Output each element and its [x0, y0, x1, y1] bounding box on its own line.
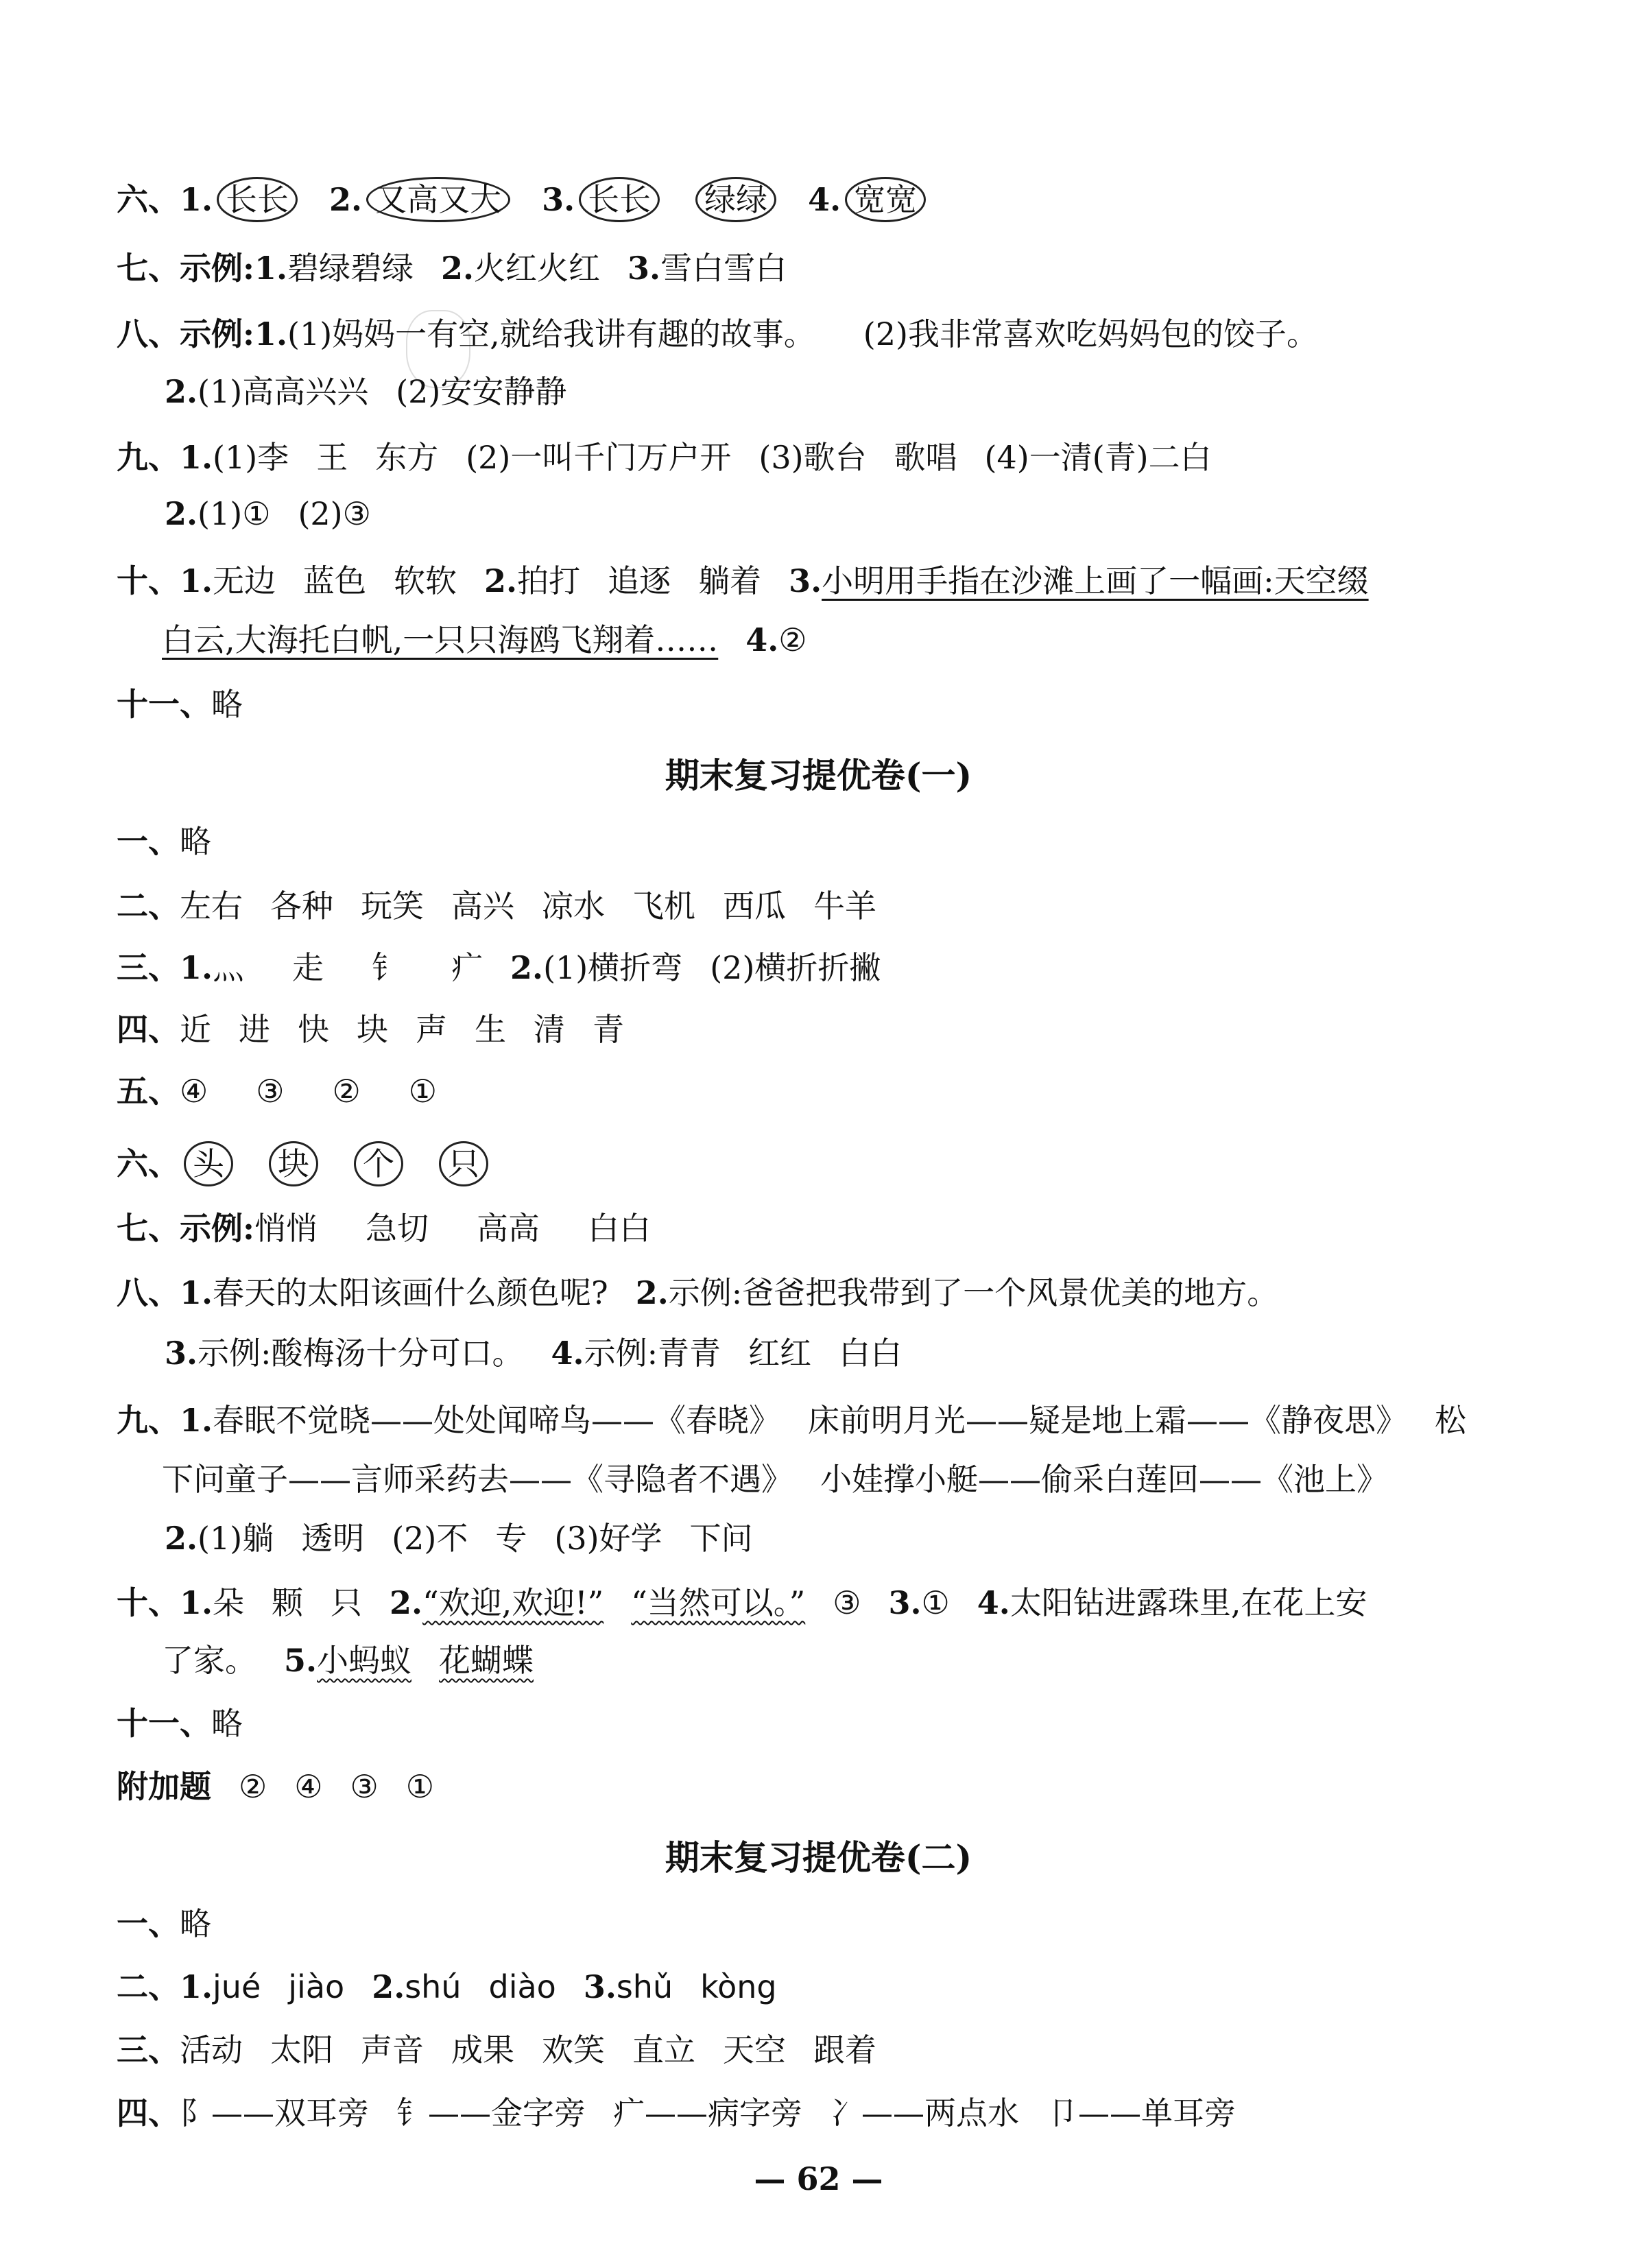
answer-text: 钅 — [372, 949, 404, 986]
answer-text: 火红火红 — [474, 250, 601, 287]
circled-answer: 长长 — [579, 177, 660, 222]
answer-text: (1)高高兴兴 — [198, 373, 369, 410]
answer-text: 白白 — [839, 1335, 903, 1372]
answer-text: 凉水 — [542, 887, 605, 924]
answer-text: 1. — [180, 181, 213, 218]
answer-text: 3. — [789, 562, 822, 599]
answer-text: ④ — [294, 1768, 323, 1805]
answer-text: (1)横折弯 — [543, 949, 683, 986]
circled-answer: 长长 — [217, 177, 298, 222]
answer-text: 四、 — [117, 1011, 180, 1048]
answer-text: 床前明月光——疑是地上霜——《静夜思》 — [808, 1402, 1408, 1439]
answer-text: 牛羊 — [813, 887, 876, 924]
answer-text: ④ — [180, 1073, 208, 1110]
answer-text: 七、示例: — [117, 250, 254, 287]
q6-line — [117, 177, 1520, 222]
e2-q4 — [117, 2092, 1520, 2134]
answer-text: 3. — [628, 250, 661, 287]
answer-text: ① — [921, 1584, 950, 1621]
answer-text: 1. — [180, 949, 213, 986]
answer-text: 小娃撑小艇——偷采白莲回——《池上》 — [820, 1461, 1388, 1498]
e1-q3 — [117, 946, 1520, 989]
answer-text: (2)一叫千门万户开 — [466, 439, 732, 476]
answer-text: 东方 — [375, 439, 439, 476]
answer-text: 红红 — [748, 1335, 812, 1372]
answer-text: ③ — [833, 1584, 861, 1621]
answer-text: “当然可以。” — [631, 1584, 806, 1621]
e1-q11 — [117, 1702, 1520, 1745]
answer-text: 直立 — [632, 2031, 695, 2068]
answer-text: 声 — [416, 1011, 447, 1048]
q10-line-2 — [162, 619, 1520, 661]
answer-text: 玩笑 — [361, 887, 424, 924]
answer-text: 示例:酸梅汤十分可口。 — [198, 1335, 524, 1372]
answer-text: (1)躺 — [198, 1520, 274, 1557]
answer-text: 小蚂蚁 — [317, 1642, 412, 1679]
e1-q9-line-3 — [165, 1517, 1520, 1560]
answer-text: 七、示例: — [117, 1210, 254, 1247]
circled-answer: 宽宽 — [845, 177, 926, 222]
answer-text: shú — [405, 1968, 462, 2005]
answer-text: 略 — [211, 686, 243, 723]
q9-line — [117, 436, 1520, 479]
circled-answer: 块 — [269, 1141, 318, 1186]
answer-text: 4. — [808, 181, 841, 218]
e1-q8-line-2 — [165, 1332, 1520, 1374]
answer-text: (1)李 — [213, 439, 289, 476]
answer-text: 十、 — [117, 562, 180, 599]
answer-text: 5. — [284, 1642, 318, 1679]
answer-text: 蓝色 — [303, 562, 367, 599]
answer-text: 4. — [977, 1584, 1010, 1621]
answer-text: 躺着 — [698, 562, 762, 599]
e2-q1 — [117, 1902, 1520, 1945]
answer-text: 二、 — [117, 887, 180, 924]
answer-text: 六、 — [117, 1145, 180, 1182]
answer-text: 块 — [357, 1011, 388, 1048]
answer-text: (3)歌台 — [758, 439, 867, 476]
answer-text: 悄悄 — [254, 1210, 318, 1247]
answer-text: 下问 — [689, 1520, 753, 1557]
answer-text: 八、示例: — [117, 315, 254, 353]
answer-text: 1. — [180, 439, 213, 476]
answer-text: 无边 — [213, 562, 276, 599]
answer-text: jué — [213, 1968, 261, 2005]
answer-text: 2. — [484, 562, 518, 599]
answer-text: 1. — [180, 1584, 213, 1621]
e1-q10 — [117, 1581, 1520, 1624]
section-title-exam1: 期末复习提优卷(一) — [665, 755, 972, 796]
q7-line — [117, 247, 1520, 289]
answer-text: ③ — [256, 1073, 285, 1110]
answer-text: 3. — [583, 1968, 617, 2005]
answer-text: 五、 — [117, 1073, 180, 1110]
answer-text: 略 — [180, 1905, 211, 1942]
answer-text: 朵 — [213, 1584, 245, 1621]
answer-text: diào — [488, 1968, 556, 2005]
answer-text: (1)妈妈一有空,就给我讲有趣的故事。 — [287, 315, 815, 353]
answer-text: ② — [239, 1768, 267, 1805]
answer-text: 清 — [534, 1011, 565, 1048]
answer-text: 3. — [542, 181, 575, 218]
e2-q3 — [117, 2029, 1520, 2071]
answer-text: 歌唱 — [894, 439, 957, 476]
answer-text: 二、 — [117, 1968, 180, 2005]
circled-answer: 只 — [439, 1141, 488, 1186]
answer-text: 白云,大海托白帆,一只只海鸥飞翔着…… — [162, 621, 719, 658]
e1-q1 — [117, 820, 1520, 863]
answer-text: 碧绿碧绿 — [287, 250, 414, 287]
circled-answer: 又高又大 — [366, 177, 510, 222]
answer-text: 松 — [1435, 1402, 1467, 1439]
e1-q8 — [117, 1272, 1520, 1314]
answer-text: 西瓜 — [723, 887, 786, 924]
answer-text: 2. — [165, 1520, 198, 1557]
answer-text: 一、 — [117, 1905, 180, 1942]
answer-text: (2)③ — [298, 495, 371, 532]
answer-text: 六、 — [117, 181, 180, 218]
answer-text: 天空 — [723, 2031, 786, 2068]
e1-q2 — [117, 885, 1520, 927]
answer-text: 1. — [254, 315, 288, 353]
answer-text: 附加题 — [117, 1768, 211, 1805]
answer-text: 飞机 — [632, 887, 695, 924]
answer-text: 九、 — [117, 1402, 180, 1439]
e2-q2 — [117, 1966, 1520, 2008]
answer-text: 雪白雪白 — [660, 250, 787, 287]
answer-text: 1. — [254, 250, 288, 287]
answer-text: 卩——单耳旁 — [1047, 2094, 1236, 2132]
e1-q9-line-2 — [162, 1458, 1520, 1501]
answer-text: 生 — [475, 1011, 506, 1048]
answer-text: (2)不 — [392, 1520, 468, 1557]
answer-text: 透明 — [301, 1520, 365, 1557]
answer-text: 2. — [635, 1274, 669, 1311]
answer-text: 近 — [180, 1011, 211, 1048]
answer-text: ① — [408, 1073, 437, 1110]
answer-text: shǔ — [616, 1968, 673, 2005]
answer-text: jiào — [288, 1968, 345, 2005]
e1-extra — [117, 1765, 1520, 1808]
page-number: — 62 — — [754, 2160, 883, 2197]
circled-answer: 个 — [354, 1141, 403, 1186]
answer-text: 略 — [211, 1705, 243, 1742]
answer-text: 王 — [316, 439, 348, 476]
e1-q5 — [117, 1070, 1520, 1112]
answer-text: 冫——两点水 — [830, 2094, 1019, 2132]
answer-text: ⺣ — [213, 949, 245, 986]
answer-text: 太阳钻进露珠里,在花上安 — [1009, 1584, 1367, 1621]
answer-text: 活动 — [180, 2031, 243, 2068]
answer-text: 欢笑 — [542, 2031, 605, 2068]
answer-text: (2)安安静静 — [396, 373, 567, 410]
answer-text: 十一、 — [117, 1705, 211, 1742]
answer-text: 声音 — [361, 2031, 424, 2068]
answer-text: 青 — [593, 1011, 624, 1048]
q9-line-2 — [165, 492, 1520, 535]
circled-answer: 头 — [184, 1141, 233, 1186]
answer-text: 花蝴蝶 — [439, 1642, 534, 1679]
answer-text: 钅——金字旁 — [396, 2094, 586, 2132]
answer-text: 示例:青青 — [584, 1335, 721, 1372]
answer-text: 急切 — [365, 1210, 429, 1247]
answer-text: (1)① — [198, 495, 271, 532]
answer-text: 追逐 — [608, 562, 671, 599]
answer-text: 阝——双耳旁 — [180, 2094, 369, 2132]
answer-text: 十一、 — [117, 686, 211, 723]
e1-q6 — [117, 1141, 1520, 1186]
answer-text: 1. — [180, 1968, 213, 2005]
answer-text: 只 — [331, 1584, 363, 1621]
q10-line — [117, 560, 1520, 602]
answer-text: 1. — [180, 562, 213, 599]
answer-text: 三、 — [117, 2031, 180, 2068]
q8-line-2 — [165, 370, 1520, 413]
answer-text: 4. — [745, 621, 779, 658]
answer-text: 了家。 — [162, 1642, 256, 1679]
answer-text: 3. — [165, 1335, 198, 1372]
answer-text: 软软 — [394, 562, 457, 599]
answer-text: 快 — [298, 1011, 329, 1048]
section-title-exam2: 期末复习提优卷(二) — [665, 1837, 972, 1878]
answer-text: 2. — [510, 949, 544, 986]
answer-text: 3. — [888, 1584, 922, 1621]
answer-text: 一、 — [117, 823, 180, 860]
answer-text: 1. — [180, 1274, 213, 1311]
answer-text: 十、 — [117, 1584, 180, 1621]
answer-text: (4)一清(青)二白 — [984, 439, 1212, 476]
e1-q7 — [117, 1207, 1520, 1250]
answer-text: 拍打 — [517, 562, 581, 599]
answer-text: 太阳 — [270, 2031, 333, 2068]
answer-text: 成果 — [451, 2031, 514, 2068]
answer-text: 左右 — [180, 887, 243, 924]
q8-line — [117, 313, 1520, 355]
answer-text: 专 — [495, 1520, 527, 1557]
circled-answer: 绿绿 — [695, 177, 776, 222]
answer-text: 下问童子——言师采药去——《寻隐者不遇》 — [162, 1461, 793, 1498]
answer-text: ② — [332, 1073, 361, 1110]
answer-text: ③ — [350, 1768, 379, 1805]
e1-q9 — [117, 1399, 1520, 1442]
answer-text: 小明用手指在沙滩上画了一幅画:天空缀 — [822, 562, 1369, 599]
answer-text: 疒——病字旁 — [613, 2094, 802, 2132]
answer-text: 略 — [180, 823, 211, 860]
answer-text: 八、 — [117, 1274, 180, 1311]
answer-text: 示例:爸爸把我带到了一个风景优美的地方。 — [668, 1274, 1279, 1311]
answer-text: ② — [778, 621, 807, 658]
answer-text: 颗 — [272, 1584, 304, 1621]
answer-text: 2. — [441, 250, 475, 287]
answer-text: ① — [405, 1768, 434, 1805]
answer-text: 2. — [165, 495, 198, 532]
answer-text: kòng — [700, 1968, 777, 2005]
answer-text: 高高 — [476, 1210, 540, 1247]
answer-text: (2)横折折撇 — [710, 949, 881, 986]
answer-text: 进 — [239, 1011, 270, 1048]
answer-text: 2. — [165, 373, 198, 410]
answer-text: 走 — [292, 949, 324, 986]
answer-text: 2. — [390, 1584, 423, 1621]
answer-text: 2. — [372, 1968, 405, 2005]
answer-text: (3)好学 — [554, 1520, 662, 1557]
answer-text: “欢迎,欢迎!” — [422, 1584, 604, 1621]
answer-text: 九、 — [117, 439, 180, 476]
answer-text: 2. — [329, 181, 363, 218]
answer-text: 四、 — [117, 2094, 180, 2132]
answer-text: 高兴 — [451, 887, 514, 924]
answer-text: 4. — [551, 1335, 584, 1372]
answer-text: 春眠不觉晓——处处闻啼鸟——《春晓》 — [213, 1402, 781, 1439]
answer-text: 春天的太阳该画什么颜色呢? — [213, 1274, 608, 1311]
q11-line — [117, 683, 1520, 726]
answer-text: 各种 — [270, 887, 333, 924]
answer-text: 三、 — [117, 949, 180, 986]
answer-text: 1. — [180, 1402, 213, 1439]
answer-text: 跟着 — [813, 2031, 876, 2068]
e1-q4 — [117, 1008, 1520, 1051]
answer-text: 疒 — [451, 949, 483, 986]
answer-text: (2)我非常喜欢吃妈妈包的饺子。 — [863, 315, 1318, 353]
answer-text: 白白 — [587, 1210, 651, 1247]
e1-q10-line-2 — [162, 1639, 1520, 1682]
